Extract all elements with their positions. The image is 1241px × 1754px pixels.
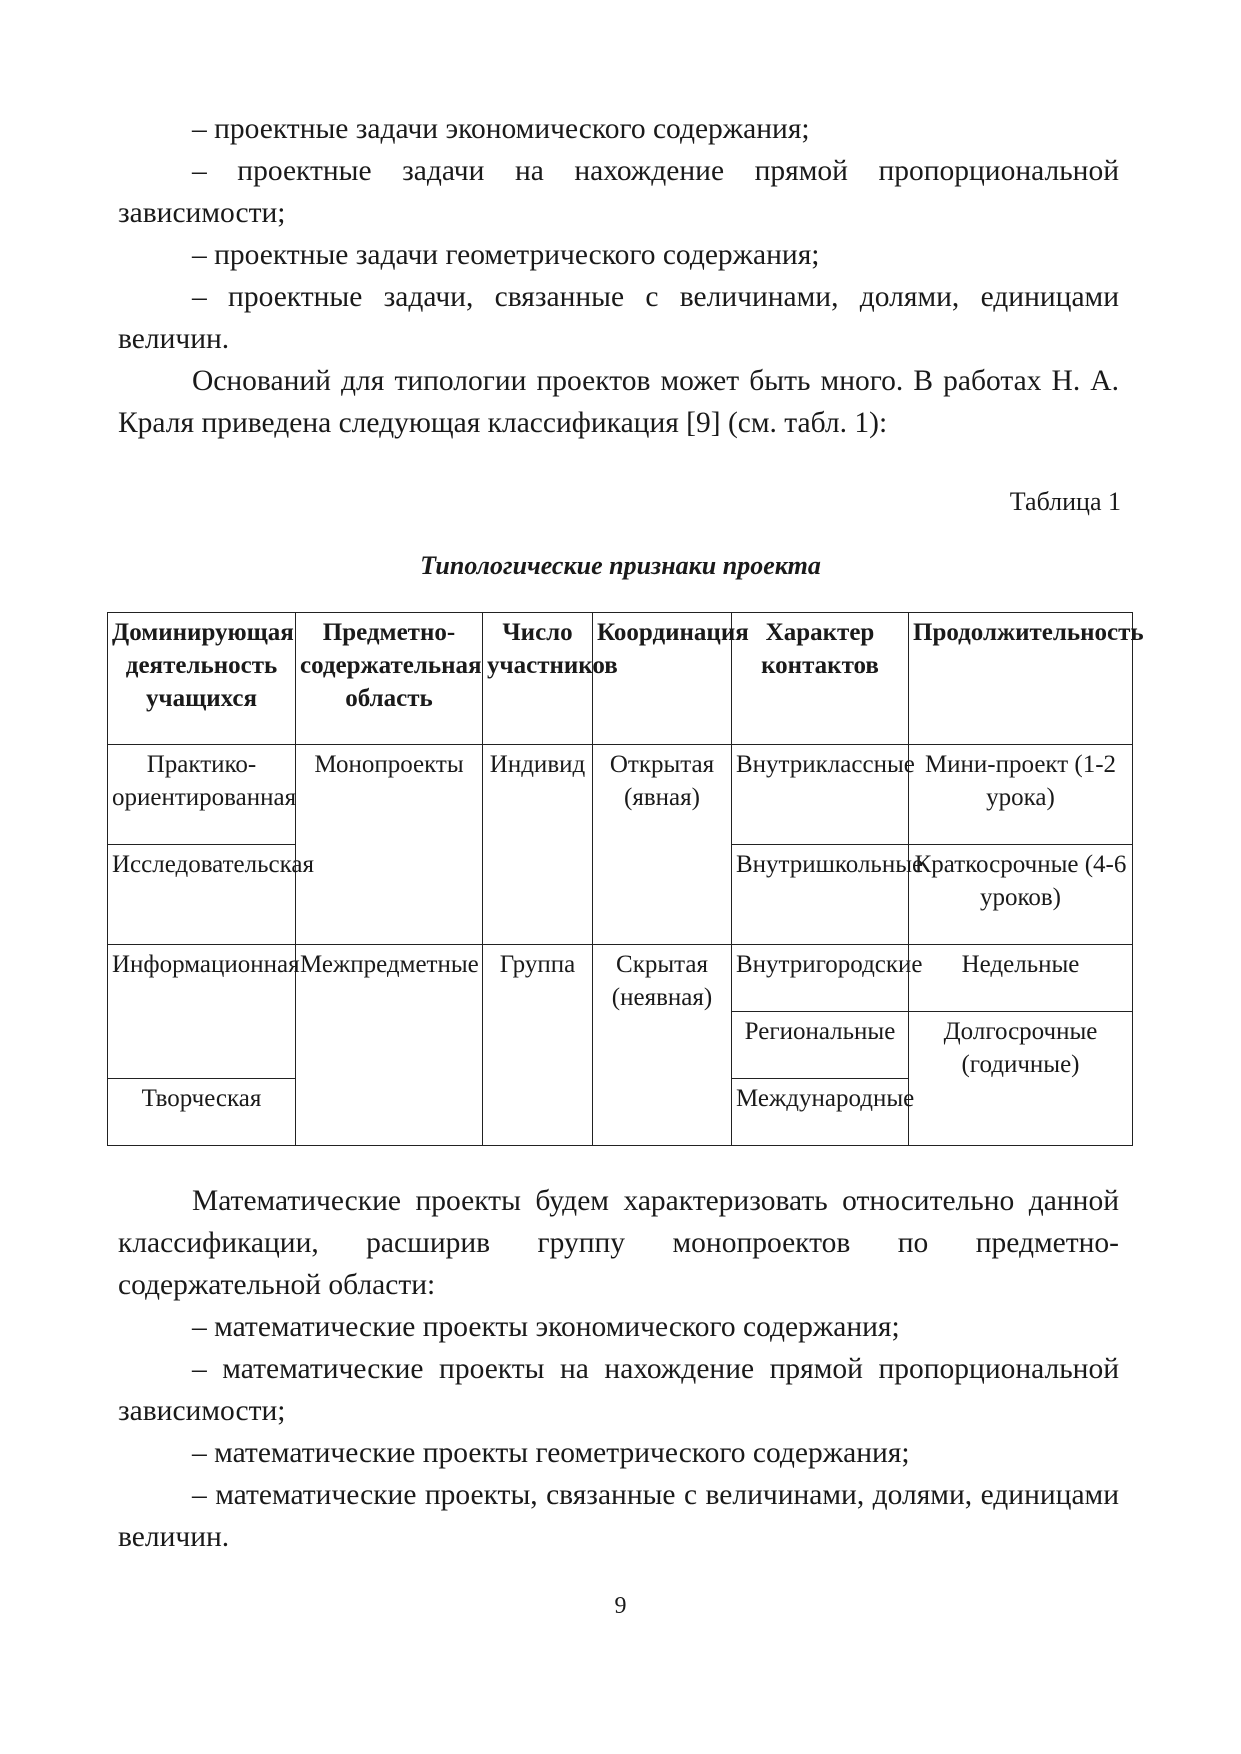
cell-coordination: Открытая (явная) [593,745,732,945]
cell-subject-area: Межпредметные [296,945,483,1146]
paragraph: Математические проекты будем характеризовать относительно данной классификации, расширив группу монопроектов по предметно-содержательной области: [118,1185,1119,1301]
cell-contacts: Внутриклассные [732,745,909,845]
header-coordination: Координация [593,613,732,745]
list-item: – проектные задачи геометрического содержания; [192,239,820,271]
list-item: – математические проекты геометрического содержания; [192,1437,910,1469]
cell-contacts: Региональные [732,1012,909,1079]
header-duration: Продолжительность [909,613,1133,745]
cell-contacts: Внутригородские [732,945,909,1012]
list-item: – математические проекты на нахождение прямой пропорциональной зависимости; [118,1353,1119,1427]
list-item: – математические проекты, связанные с величинами, долями, единицами величин. [118,1479,1119,1553]
table-row [108,745,1133,845]
closing-text [118,1180,1119,1558]
cell-participants: Индивид [483,745,593,945]
table-title: Типологические признаки проекта [420,551,821,580]
page-number: 9 [614,1593,627,1619]
cell-duration: Краткосрочные (4-6 уроков) [909,845,1133,945]
list-item: – математические проекты экономического содержания; [192,1311,900,1343]
intro-text [118,108,1119,444]
table-row [108,945,1133,1012]
table-number: Таблица 1 [1009,487,1121,516]
cell-participants: Группа [483,945,593,1146]
list-item: – проектные задачи, связанные с величинами, долями, единицами величин. [118,281,1119,355]
cell-contacts: Внутришкольные [732,845,909,945]
paragraph: Оснований для типологии проектов может быть много. В работах Н. А. Краля приведена следующая классификация [9] (см. табл. 1): [118,365,1119,439]
cell-duration: Мини-проект (1-2 урока) [909,745,1133,845]
header-contacts: Характер контактов [732,613,909,745]
cell-contacts: Международные [732,1079,909,1146]
cell-duration: Долгосрочные (годичные) [909,1012,1133,1146]
header-activity: Доминирующая деятельность учащихся [108,613,296,745]
cell-activity: Практико-ориентированная [108,745,296,845]
list-item: – проектные задачи на нахождение прямой пропорциональной зависимости; [118,155,1119,229]
list-item: – проектные задачи экономического содержания; [192,113,810,145]
header-participants: Число участников [483,613,593,745]
typology-table [107,612,1144,1146]
cell-activity: Исследовательская [108,845,296,945]
cell-duration: Недельные [909,945,1133,1012]
header-subject-area: Предметно-содержательная область [296,613,483,745]
cell-activity: Творческая [108,1079,296,1146]
table-header-row [108,613,1133,745]
cell-coordination: Скрытая (неявная) [593,945,732,1146]
cell-activity: Информационная [108,945,296,1079]
cell-subject-area: Монопроекты [296,745,483,945]
